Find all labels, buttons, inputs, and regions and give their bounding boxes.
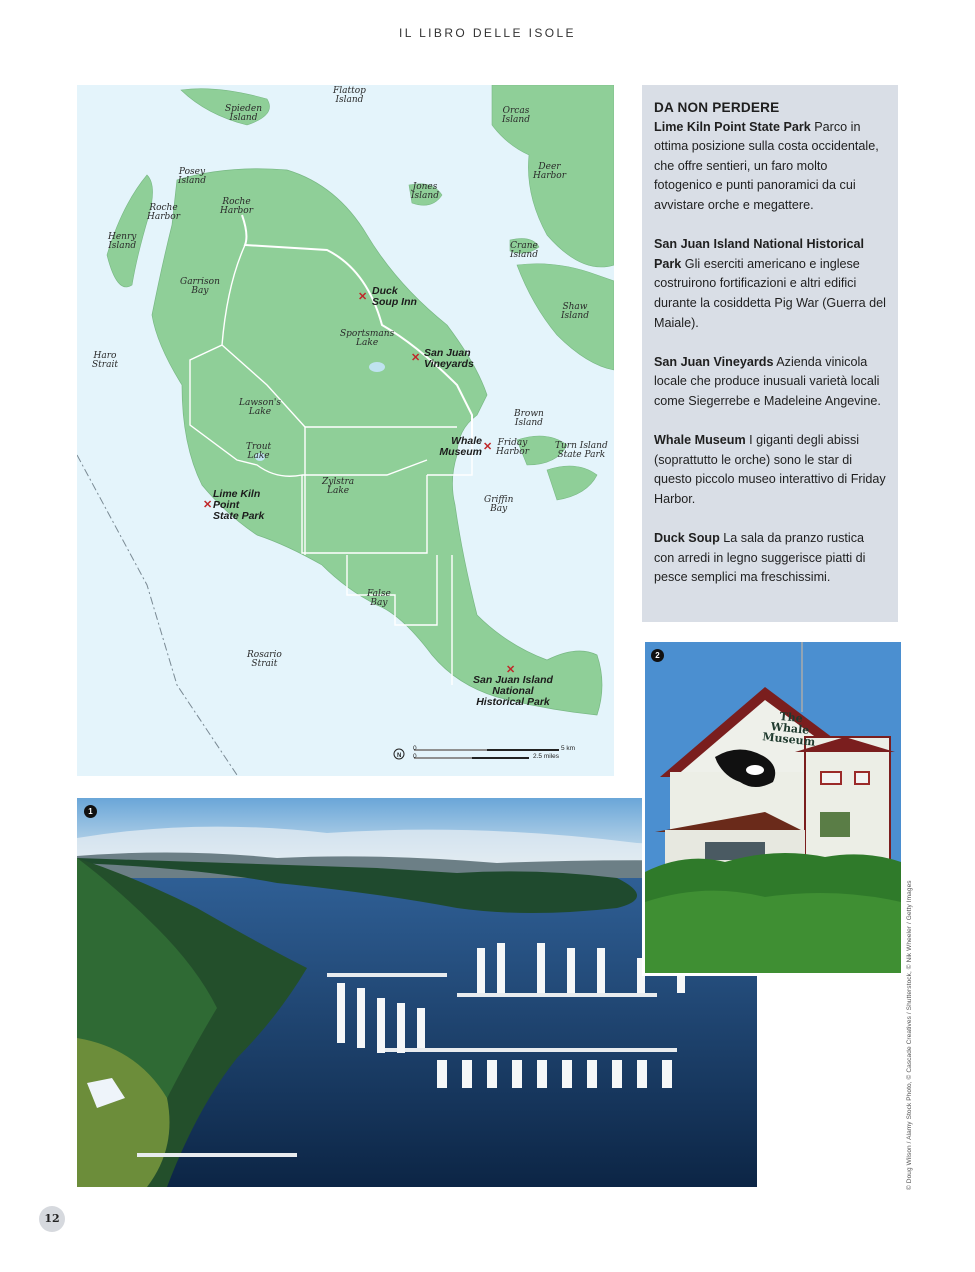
map-label-sportsmans: Sportsmans Lake <box>340 329 395 348</box>
poi-label-historical-park: San Juan Island National Historical Park <box>473 674 553 708</box>
whale-museum-sign: The Whale Museum <box>761 709 816 749</box>
photo-number-2: 2 <box>651 649 664 662</box>
san-juan-island-map <box>77 85 614 776</box>
entry-text: Gli eserciti americano e inglese costruirono fortificazioni e altri edifici durante la cosiddetta Pig War (Guerra del Maiale). <box>654 256 886 330</box>
map-graphic <box>77 85 614 776</box>
entry-name: Duck Soup <box>654 531 720 546</box>
map-label-rosario: Rosario Strait <box>247 650 282 669</box>
map-label-friday: Friday Harbor <box>496 438 529 457</box>
highlight-entry-duck-soup <box>654 529 886 588</box>
map-label-orcas: Orcas Island <box>502 106 530 125</box>
entry-text: La sala da pranzo rustica con arredi in legno suggerisce piatti di pesce semplici ma freschissimi. <box>654 531 866 585</box>
highlight-entry-whale-museum <box>654 431 886 509</box>
photo-whale-museum <box>642 642 901 976</box>
page-number: 12 <box>39 1206 65 1232</box>
map-label-spieden: Spieden Island <box>225 104 263 123</box>
running-header: IL LIBRO DELLE ISOLE <box>399 26 576 40</box>
poi-label-whale-museum: Whale Museum <box>439 435 482 458</box>
map-label-trout: Trout Lake <box>246 442 272 461</box>
map-label-turn: Turn Island State Park <box>555 441 608 460</box>
map-label-false-bay: False Bay <box>367 589 391 608</box>
map-label-zylstra: Zylstra Lake <box>322 477 355 496</box>
scale-zero-km: 0 <box>413 745 417 752</box>
map-label-lawsons: Lawson's Lake <box>239 398 281 417</box>
map-label-deer-harbor: Deer Harbor <box>533 162 566 181</box>
scale-miles: 2.5 miles <box>533 753 560 760</box>
map-label-crane: Crane Island <box>510 241 538 260</box>
map-label-brown: Brown Island <box>514 409 544 428</box>
entry-name: San Juan Island National Historical Park <box>654 237 864 271</box>
map-label-roche-harbor: Roche Harbor <box>220 197 253 216</box>
entry-text: I giganti degli abissi (soprattutto le orche) sono le star di questo piccolo museo interattivo di Friday Harbor. <box>654 433 886 506</box>
map-label-flattop: Flattop Island <box>333 86 366 105</box>
highlight-entry-lime-kiln <box>654 118 886 216</box>
poi-label-lime-kiln: Lime Kiln Point State Park <box>213 488 265 522</box>
poi-marker-whale-museum: ✕ <box>483 441 493 453</box>
map-label-griffin: Griffin Bay <box>484 495 514 514</box>
scale-zero-miles: 0 <box>413 753 417 760</box>
north-arrow-icon: N <box>397 753 402 759</box>
poi-marker-duck-soup: ✕ <box>358 291 368 303</box>
map-label-roche-harbor-water: Roche Harbor <box>147 203 180 222</box>
map-label-jones: Jones Island <box>411 182 439 201</box>
map-label-garrison: Garrison Bay <box>180 277 220 296</box>
entry-name: Lime Kiln Point State Park <box>654 119 811 134</box>
map-label-haro: Haro Strait <box>92 351 118 370</box>
highlights-title: DA NON PERDERE <box>654 100 780 115</box>
map-label-shaw: Shaw Island <box>561 302 589 321</box>
entry-name: San Juan Vineyards <box>654 354 774 369</box>
scale-km: 5 km <box>561 745 576 752</box>
poi-label-duck-soup: Duck Soup Inn <box>372 285 417 308</box>
photo-credits: © Doug Wilson / Alamy Stock Photo, © Cascade Creatives / Shutterstock, © Nik Wheeler / Getty Images <box>906 880 913 1190</box>
poi-marker-historical-park: ✕ <box>506 664 516 676</box>
entry-text: Azienda vinicola locale che produce inusuali varietà locali come Siegerrebe e Madeleine Angevine. <box>654 354 881 408</box>
entry-name: Whale Museum <box>654 433 746 448</box>
poi-marker-lime-kiln: ✕ <box>203 499 213 511</box>
highlight-entry-historical-park <box>654 235 886 333</box>
poi-marker-vineyards: ✕ <box>411 352 421 364</box>
highlight-entry-vineyards <box>654 353 886 412</box>
map-label-henry: Henry Island <box>108 232 137 251</box>
highlights-box <box>642 85 898 622</box>
poi-label-vineyards: San Juan Vineyards <box>424 347 474 370</box>
photo-number-1: 1 <box>84 805 97 818</box>
entry-text: Parco in ottima posizione sulla costa occidentale, che offre sentieri, un faro molto fotogenico e punti panoramici da cui avvistare orche e megattere. <box>654 119 879 212</box>
whale-museum-illustration <box>645 642 901 973</box>
map-label-posey: Posey Island <box>178 167 206 186</box>
